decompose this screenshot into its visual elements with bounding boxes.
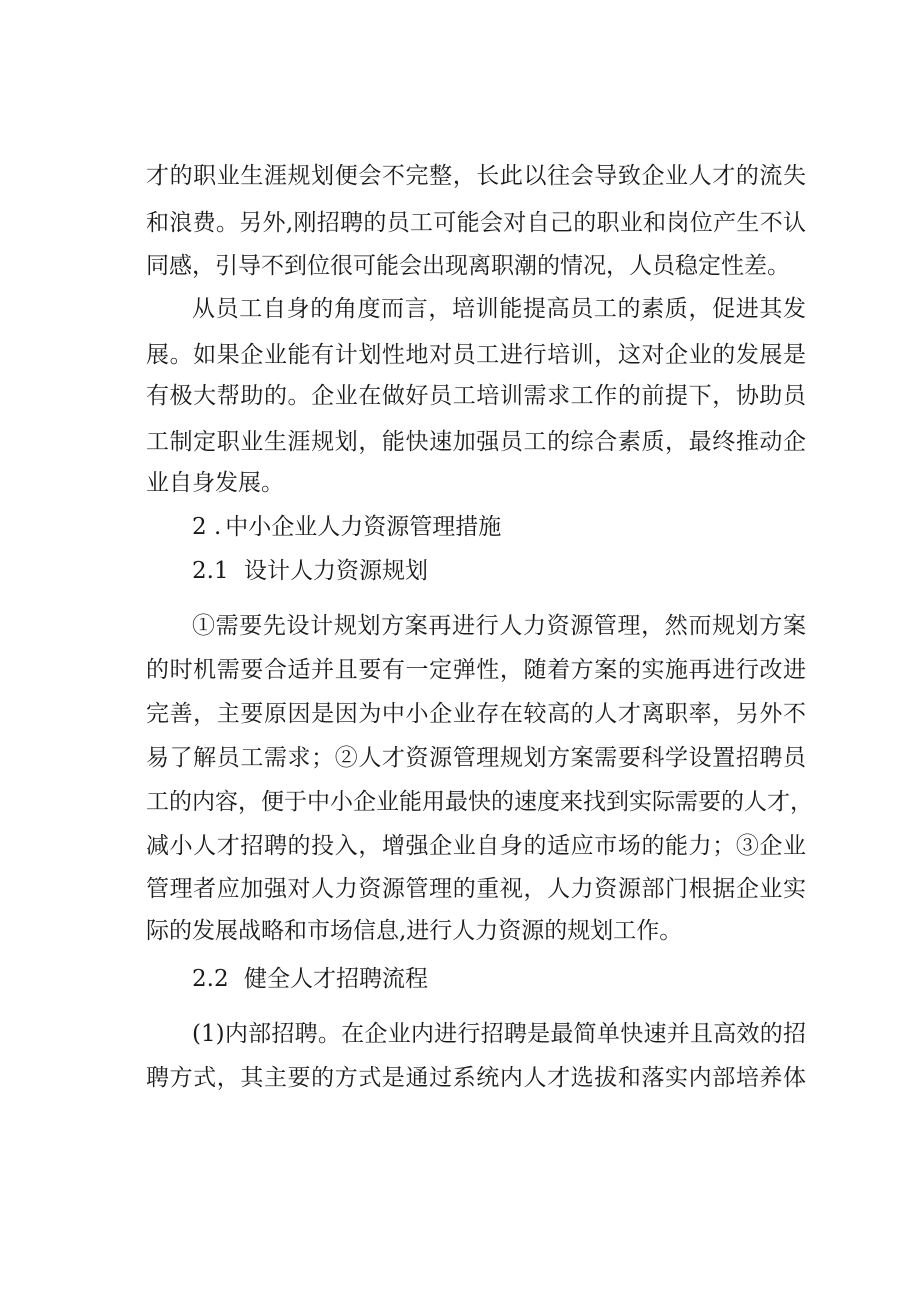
paragraph-3-line-7: 管理者应加强对人力资源管理的重视，人力资源部门根据企业实 <box>146 876 806 902</box>
section-title: 健全人才招聘流程 <box>244 966 428 992</box>
paragraph-2-line-4: 工制定职业生涯规划，能快速加强员工的综合素质，最终推动企 <box>146 429 806 455</box>
section-number: 2.1 <box>192 558 229 584</box>
paragraph-1-line-1: 才的职业生涯规划便会不完整，长此以往会导致企业人才的流失 <box>146 163 806 189</box>
section-number: 2 . <box>192 514 222 540</box>
paragraph-3-line-2: 的时机需要合适并且要有一定弹性，随着方案的实施再进行改进 <box>146 657 806 683</box>
paragraph-3-line-1: ①需要先设计规划方案再进行人力资源管理，然而规划方案 <box>192 613 806 639</box>
paragraph-3-line-6: 减小人才招聘的投入，增强企业自身的适应市场的能力；③企业 <box>146 833 806 859</box>
section-title: 设计人力资源规划 <box>244 558 428 584</box>
paragraph-2-line-3: 有极大帮助的。企业在做好员工培训需求工作的前提下，协助员 <box>146 383 806 409</box>
section-heading-2 <box>192 507 501 547</box>
paragraph-3-line-8: 际的发展战略和市场信息,进行人力资源的规划工作。 <box>146 918 683 944</box>
paragraph-3-line-5: 工的内容，便于中小企业能用最快的速度来找到实际需要的人才， <box>146 789 813 815</box>
section-heading-2-2 <box>192 959 428 999</box>
paragraph-3-line-3: 完善，主要原因是因为中小企业存在较高的人才离职率，另外不 <box>146 701 806 727</box>
section-heading-2-1 <box>192 551 428 591</box>
paragraph-1-line-2: 和浪费。另外,刚招聘的员工可能会对自己的职业和岗位产生不认 <box>146 210 806 236</box>
paragraph-2-line-5: 业自身发展。 <box>146 470 284 496</box>
paragraph-4-line-1: (1)内部招聘。在企业内进行招聘是最简单快速并且高效的招 <box>192 1021 806 1047</box>
paragraph-4-line-2: 聘方式，其主要的方式是通过系统内人才选拔和落实内部培养体 <box>146 1065 806 1091</box>
paragraph-2-line-1: 从员工自身的角度而言，培训能提高员工的素质，促进其发 <box>192 296 806 322</box>
paragraph-3-line-4: 易了解员工需求；②人才资源管理规划方案需要科学设置招聘员 <box>146 745 806 771</box>
section-title: 中小企业人力资源管理措施 <box>225 514 502 540</box>
paragraph-1-line-3: 同感，引导不到位很可能会出现离职潮的情况，人员稳定性差。 <box>146 253 790 279</box>
section-number: 2.2 <box>192 966 229 992</box>
paragraph-2-line-2: 展。如果企业能有计划性地对员工进行培训，这对企业的发展是 <box>146 342 806 368</box>
